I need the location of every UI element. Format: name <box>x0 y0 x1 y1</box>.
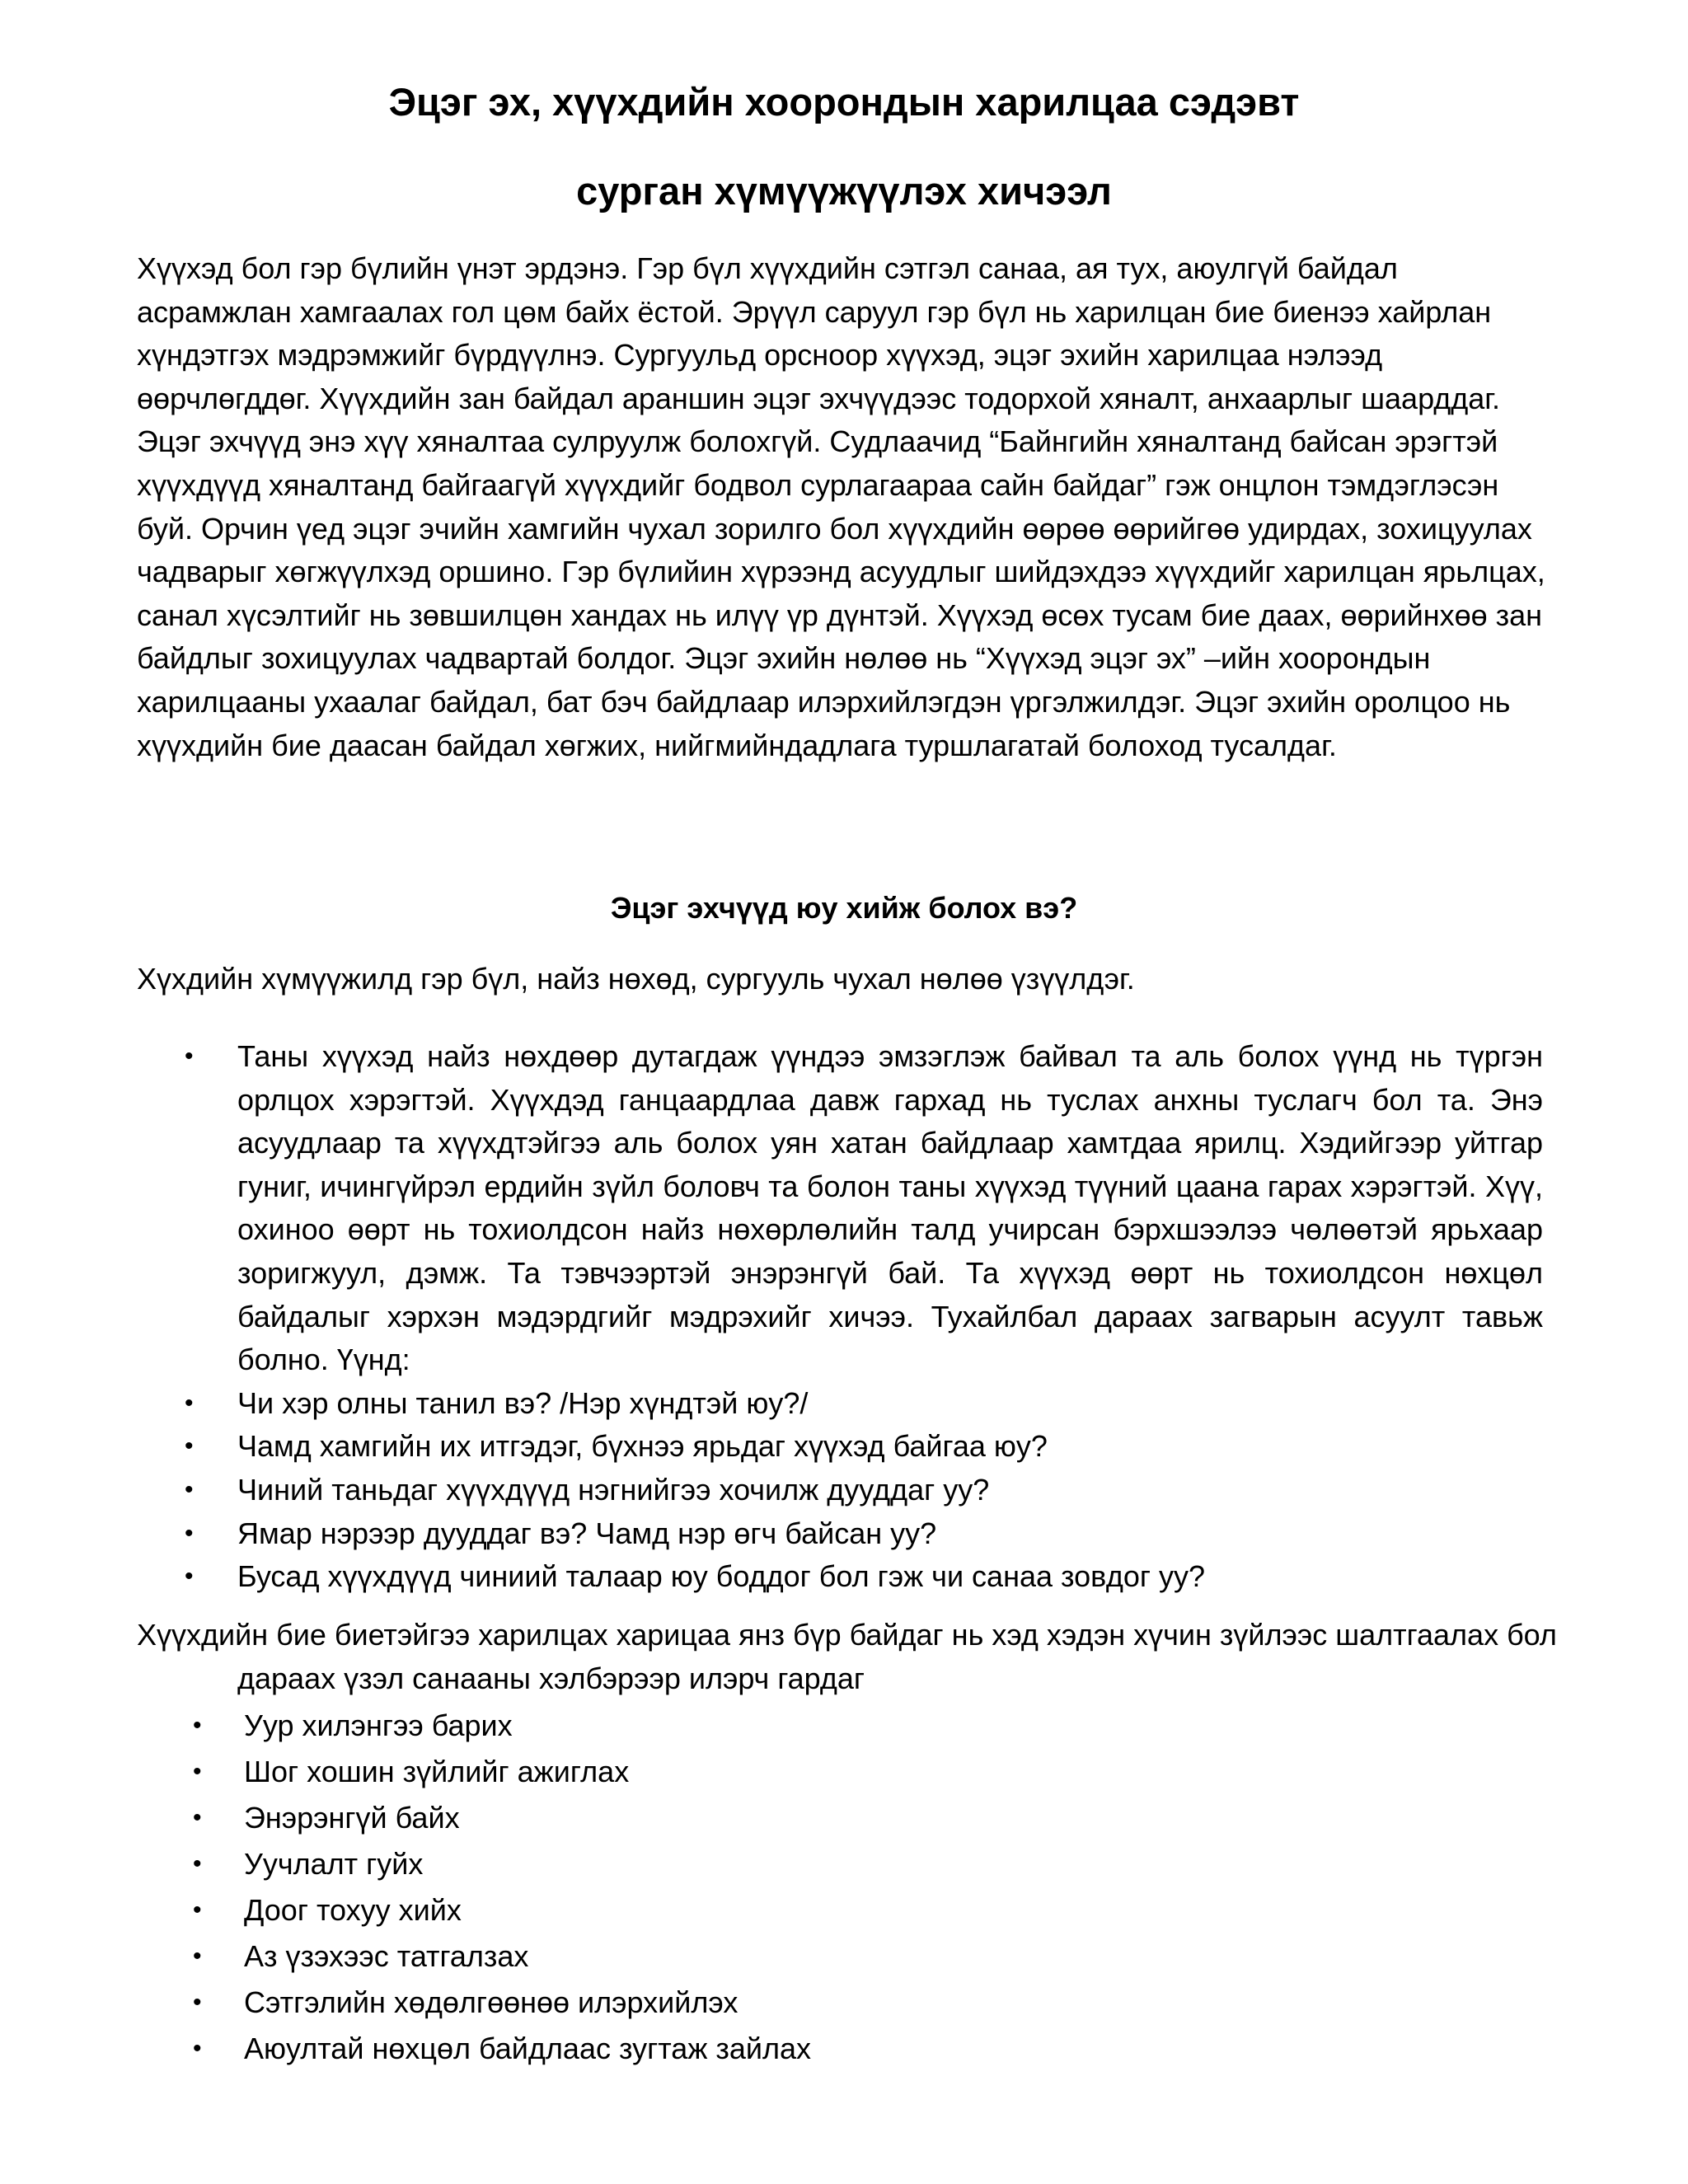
list-item-text: Аз үзэхээс татгалзах <box>244 1939 529 1973</box>
lead-paragraph: Хүхдийн хүмүүжилд гэр бүл, найз нөхөд, сургууль чухал нөлөө үзүүлдэг. <box>137 962 1135 996</box>
list-item-text: Чамд хамгийн их итгэдэг, бүхнээ ярьдаг хүүхэд байгаа юу? <box>237 1429 1048 1464</box>
list-item <box>0 1933 1546 1980</box>
list-item <box>0 1382 1543 1426</box>
list-item-text: Уучлалт гуйх <box>244 1847 424 1881</box>
list-item-text: Уур хилэнгээ барих <box>244 1708 513 1742</box>
list-item-text: Бусад хүүхдүүд чиниий талаар юу боддог бол гэж чи санаа зовдог уу? <box>237 1559 1206 1594</box>
bullet-icon: • <box>193 1896 202 1924</box>
bullet-icon: • <box>193 1804 202 1831</box>
bullet-icon: • <box>185 1475 194 1503</box>
bullet-icon: • <box>185 1043 194 1070</box>
intro-paragraph: Хүүхэд бол гэр бүлийн үнэт эрдэнэ. Гэр бүл хүүхдийн сэтгэл санаа, ая тух, аюулгүй байдал асрамжлан хамгаалах гол цөм байх ёстой. Эрүүл саруул гэр бүл нь харилцан бие биенээ хайрлан хүндэтгэх мэдрэмжийг бүрдүүлнэ. Сургуульд орсноор хүүхэд, эцэг эхийн харилцаа нэлээд өөрчлөгддөг. Хүүхдийн зан байдал араншин эцэг эхчүүдээс тодорхой хяналт, анхаарлыг шаарддаг. Эцэг эхчүүд энэ хүү хяналтаа сулруулж болохгүй. Судлаачид “Байнгийн хяналтанд байсан эрэгтэй хүүхдүүд хяналтанд байгаагүй хүүхдийг бодвол сурлагаараа сайн байдаг” гэж онцлон тэмдэглэсэн буй. Орчин үед эцэг эчийн хамгийн чухал зорилго бол хүүхдийн өөрөө өөрийгөө удирдах, зохицуулах чадварыг хөгжүүлхэд оршино. Гэр бүлийин хүрээнд асуудлыг шийдэхдээ хүүхдийг харилцан ярьлцах, санал хүсэлтийг нь зөвшилцөн хандах нь илүү үр дүнтэй. Хүүхэд өсөх тусам бие даах, өөрийнхөө зан байдлыг зохицуулах чадвартай болдог. Эцэг эхийн нөлөө нь “Хүүхэд эцэг эх” –ийн хоорондын харилцааны ухаалаг байдал, бат бэч байдлаар илэрхийлэгдэн үргэлжилдэг. Эцэг эхийн оролцоо нь хүүхдийн бие даасан байдал хөгжих, нийгмийндадлага туршлагатай болоход тусалдаг. <box>137 251 1545 762</box>
list-item <box>0 2026 1546 2072</box>
bullet-icon: • <box>193 1943 202 1970</box>
list-item <box>0 1512 1543 1556</box>
bullet-icon: • <box>185 1519 194 1547</box>
list-item <box>0 1795 1546 1841</box>
bullet-icon: • <box>193 1989 202 2016</box>
list-item <box>0 1035 1543 1382</box>
section-heading: Эцэг эхчүүд юу хийж болох вэ? <box>610 891 1078 925</box>
bullet-icon: • <box>185 1563 194 1591</box>
list-item-text: Доог тохуу хийх <box>244 1893 462 1927</box>
bullet-icon: • <box>193 2035 202 2062</box>
page-title-line-2: сурган хүмүүжүүлэх хичээл <box>576 169 1112 213</box>
behavior-bullet-list <box>0 1703 1688 2072</box>
bullet-icon: • <box>185 1432 194 1460</box>
list-item <box>0 1469 1543 1512</box>
list-item-text: Ямар нэрээр дууддаг вэ? Чамд нэр өгч байсан уу? <box>237 1516 937 1550</box>
list-item <box>0 1980 1546 2026</box>
list-item-text: Энэрэнгүй байх <box>244 1801 460 1835</box>
list-item-text: Аюултай нөхцөл байдлаас зугтаж зайлах <box>244 2032 812 2065</box>
list-item <box>0 1749 1546 1795</box>
bullet-icon: • <box>193 1758 202 1785</box>
list-item-text: Чи хэр олны танил вэ? /Нэр хүндтэй юу?/ <box>237 1385 809 1420</box>
list-item-text: Чиний таньдаг хүүхдүүд нэгнийгээ хочилж дууддаг уу? <box>237 1472 990 1507</box>
bullet-icon: • <box>193 1850 202 1877</box>
question-bullet-list <box>0 1035 1688 1599</box>
list-item <box>0 1841 1546 1887</box>
list-item <box>0 1887 1546 1933</box>
bullet-icon: • <box>193 1712 202 1739</box>
list-item-text: Сэтгэлийн хөдөлгөөнөө илэрхийлэх <box>244 1985 738 2019</box>
page-title-line-1: Эцэг эх, хүүхдийн хоорондын харилцаа сэдэвт <box>388 80 1300 124</box>
list-item-text: Таны хүүхэд найз нөхдөөр дутагдаж үүндээ эмзэглэж байвал та аль болох үүнд нь түргэн орлцох хэрэгтэй. Хүүхдэд ганцаардлаа давж гархад нь туслах анхны туслагч бол та. Энэ асуудлаар та хүүхдтэйгээ аль болох уян хатан байдлаар хамтдаа ярилц. Хэдийгээр уйтгар гуниг, ичингүйрэл ердийн зүйл боловч та болон таны хүүхэд түүний цаана гарах хэрэгтэй. Хүү, охиноо өөрт нь тохиолдсон найз нөхөрлөлийн талд учирсан бэрхшээлээ чөлөөтэй ярьхаар зоригжуул, дэмж. Та тэвчээртэй энэрэнгүй бай. Та хүүхэд өөрт нь тохиолдсон нөхцөл байдалыг хэрхэн мэдэрдгийг мэдрэхийг хичээ. Тухайлбал дараах загварын асуулт тавьж болно. Үүнд: <box>237 1039 1543 1377</box>
behavior-paragraph: Хүүхдийн бие биетэйгээ харилцах харицаа янз бүр байдаг нь хэд хэдэн хүчин зүйлээс шалтгаалах бол дараах үзэл санааны хэлбэрээр илэрч гардаг <box>137 1618 1557 1695</box>
list-item <box>0 1425 1543 1469</box>
bullet-icon: • <box>185 1389 194 1417</box>
list-item <box>0 1555 1543 1599</box>
list-item <box>0 1703 1546 1749</box>
list-item-text: Шог хошин зүйлийг ажиглах <box>244 1755 630 1788</box>
